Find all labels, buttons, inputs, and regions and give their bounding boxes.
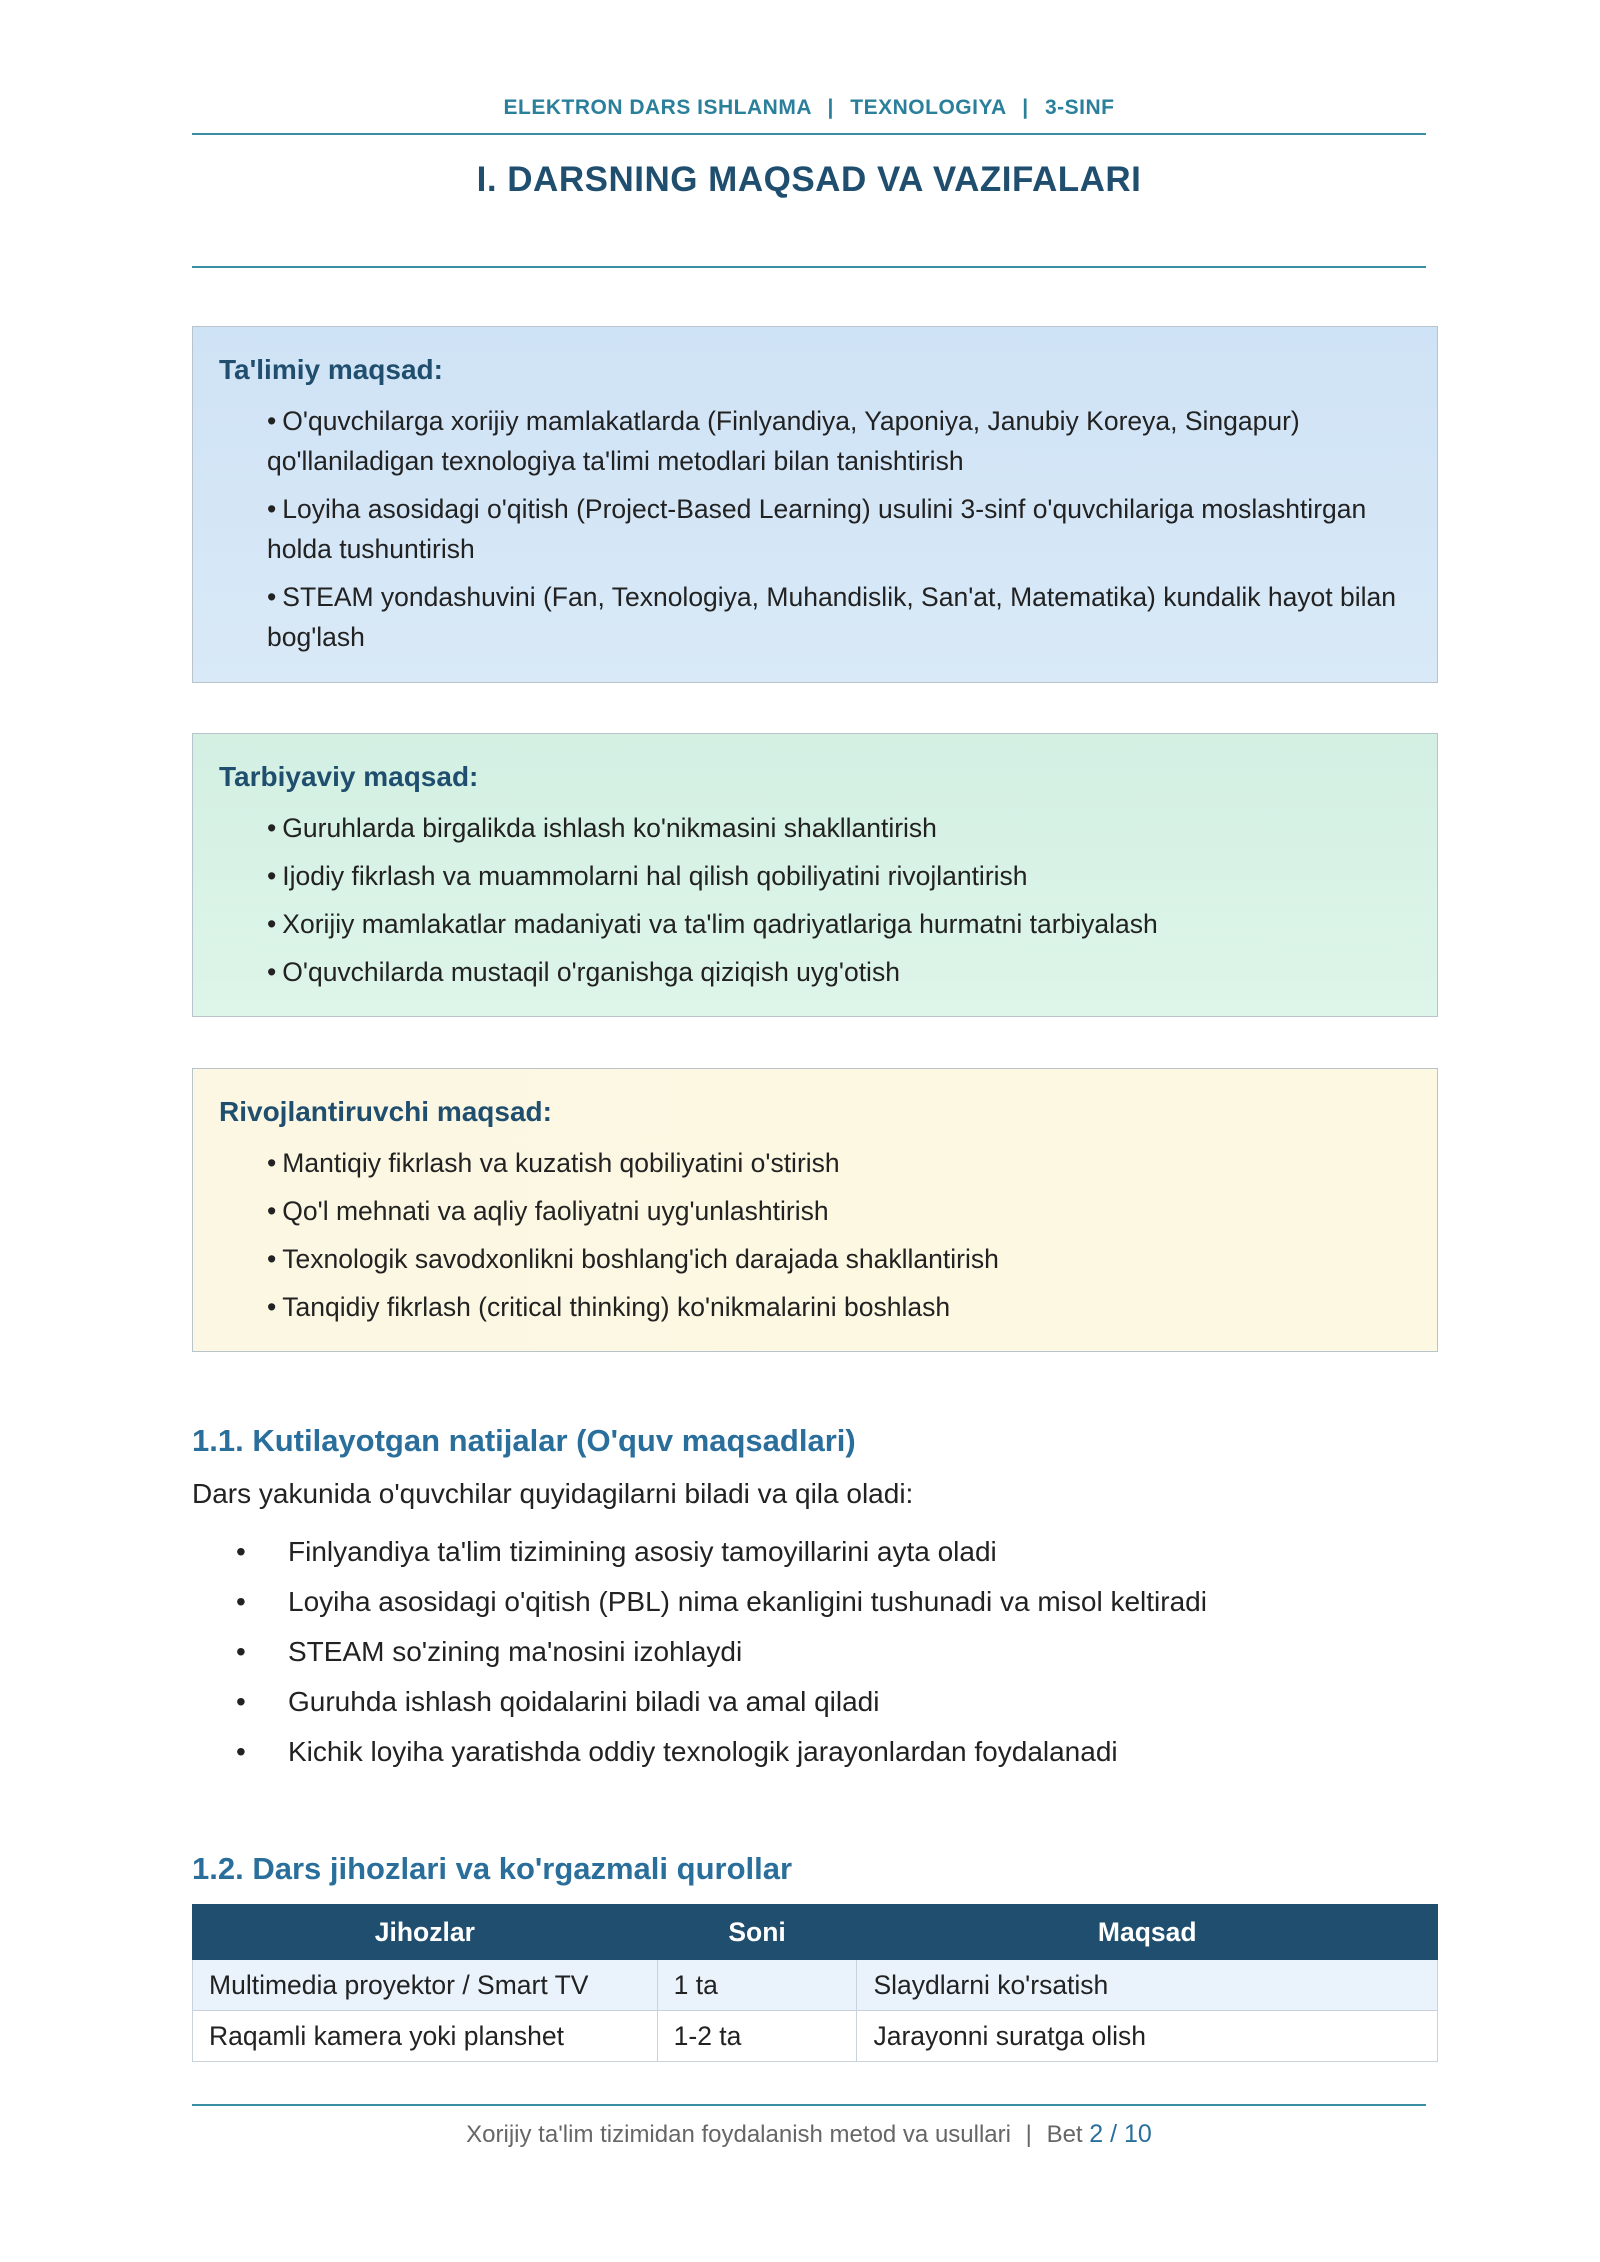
bullet: • xyxy=(267,582,277,612)
outcomes-list xyxy=(236,1527,1207,1777)
header-grade: 3-SINF xyxy=(1045,96,1115,119)
outcome-text: Kichik loyiha yaratishda oddiy texnologik jarayonlardan foydalanadi xyxy=(288,1736,1118,1767)
goal-item xyxy=(267,1239,1411,1279)
bullet: • xyxy=(236,1536,246,1567)
table-cell: Jarayonni suratga olish xyxy=(857,2011,1438,2062)
goal-item-text: Xorijiy mamlakatlar madaniyati va ta'lim qadriyatlariga hurmatni tarbiyalash xyxy=(282,909,1158,939)
bullet: • xyxy=(267,1196,277,1226)
header-separator: | xyxy=(827,96,834,119)
goal-item xyxy=(267,489,1411,569)
outcome-item xyxy=(236,1627,1207,1677)
goal-item xyxy=(267,1143,1411,1183)
goal-box-educational xyxy=(192,326,1438,683)
section-heading-outcomes: 1.1. Kutilayotgan natijalar (O'quv maqsadlari) xyxy=(192,1423,856,1458)
goal-item xyxy=(267,1287,1411,1327)
footer-separator: | xyxy=(1025,2121,1032,2148)
table-row xyxy=(193,2011,1438,2062)
outcome-item xyxy=(236,1727,1207,1777)
bullet: • xyxy=(236,1686,246,1717)
goal-item-text: Tanqidiy fikrlash (critical thinking) ko'nikmalarini boshlash xyxy=(282,1292,951,1322)
goal-item xyxy=(267,808,1411,848)
goal-item-text: Texnologik savodxonlikni boshlang'ich darajada shakllantirish xyxy=(282,1244,999,1274)
goal-heading: Rivojlantiruvchi maqsad: xyxy=(219,1096,552,1127)
page-title: I. DARSNING MAQSAD VA VAZIFALARI xyxy=(476,160,1142,199)
goal-item xyxy=(267,952,1411,992)
column-header: Maqsad xyxy=(857,1905,1438,1960)
outcome-item xyxy=(236,1577,1207,1627)
equipment-table xyxy=(192,1904,1438,2062)
table-header-row xyxy=(193,1905,1438,1960)
page-footer xyxy=(192,2120,1426,2149)
goal-box-upbringing xyxy=(192,733,1438,1017)
header-separator: | xyxy=(1022,96,1029,119)
goal-list xyxy=(219,808,1411,992)
header-subject: TEXNOLOGIYA xyxy=(850,96,1006,119)
running-header xyxy=(192,96,1426,120)
bullet: • xyxy=(267,813,277,843)
table-cell: Multimedia proyektor / Smart TV xyxy=(193,1960,658,2011)
bullet: • xyxy=(267,1244,277,1274)
outcome-text: Loyiha asosidagi o'qitish (PBL) nima ekanligini tushunadi va misol keltiradi xyxy=(288,1586,1207,1617)
goal-item-text: Mantiqiy fikrlash va kuzatish qobiliyatini o'stirish xyxy=(282,1148,840,1178)
bullet: • xyxy=(236,1736,246,1767)
column-header: Jihozlar xyxy=(193,1905,658,1960)
outcome-item xyxy=(236,1677,1207,1727)
outcome-text: Guruhda ishlash qoidalarini biladi va amal qiladi xyxy=(288,1686,880,1717)
outcomes-intro: Dars yakunida o'quvchilar quyidagilarni biladi va qila oladi: xyxy=(192,1478,914,1509)
table-cell: Raqamli kamera yoki planshet xyxy=(193,2011,658,2062)
bullet: • xyxy=(236,1586,246,1617)
outcome-text: Finlyandiya ta'lim tizimining asosiy tamoyillarini ayta oladi xyxy=(288,1536,997,1567)
goal-item xyxy=(267,1191,1411,1231)
goal-item xyxy=(267,577,1411,657)
goal-item-text: O'quvchilarga xorijiy mamlakatlarda (Finlyandiya, Yaponiya, Janubiy Koreya, Singapur) qo'llaniladigan texnologiya ta'limi metodlari bilan tanishtirish xyxy=(267,406,1300,476)
footer-rule xyxy=(192,2104,1426,2106)
outcome-text: STEAM so'zining ma'nosini izohlaydi xyxy=(288,1636,743,1667)
goal-item-text: O'quvchilarda mustaqil o'rganishga qiziqish uyg'otish xyxy=(282,957,900,987)
goal-list xyxy=(219,1143,1411,1327)
table-row xyxy=(193,1960,1438,2011)
title-rule xyxy=(192,266,1426,268)
footer-text: Xorijiy ta'lim tizimidan foydalanish metod va usullari xyxy=(466,2121,1011,2148)
bullet: • xyxy=(236,1636,246,1667)
goal-item-text: Qo'l mehnati va aqliy faoliyatni uyg'unlashtirish xyxy=(282,1196,829,1226)
goal-list xyxy=(219,401,1411,657)
table-cell: Slaydlarni ko'rsatish xyxy=(857,1960,1438,2011)
bullet: • xyxy=(267,1148,277,1178)
goal-item xyxy=(267,856,1411,896)
goal-item xyxy=(267,904,1411,944)
goal-heading: Tarbiyaviy maqsad: xyxy=(219,761,479,792)
header-rule xyxy=(192,133,1426,135)
goal-heading: Ta'limiy maqsad: xyxy=(219,354,443,385)
section-heading-equipment: 1.2. Dars jihozlari va ko'rgazmali qurollar xyxy=(192,1851,793,1886)
column-header: Soni xyxy=(657,1905,857,1960)
goal-item xyxy=(267,401,1411,481)
page-number: 2 / 10 xyxy=(1089,2120,1152,2148)
footer-page-label: Bet xyxy=(1046,2121,1083,2148)
goal-item-text: Ijodiy fikrlash va muammolarni hal qilish qobiliyatini rivojlantirish xyxy=(282,861,1028,891)
bullet: • xyxy=(267,494,277,524)
table-cell: 1-2 ta xyxy=(657,2011,857,2062)
header-doc-type: ELEKTRON DARS ISHLANMA xyxy=(503,96,812,119)
bullet: • xyxy=(267,406,277,436)
bullet: • xyxy=(267,861,277,891)
table-cell: 1 ta xyxy=(657,1960,857,2011)
bullet: • xyxy=(267,1292,277,1322)
goal-box-developmental xyxy=(192,1068,1438,1352)
bullet: • xyxy=(267,909,277,939)
goal-item-text: STEAM yondashuvini (Fan, Texnologiya, Muhandislik, San'at, Matematika) kundalik hayot bilan bog'lash xyxy=(267,582,1397,652)
bullet: • xyxy=(267,957,277,987)
goal-item-text: Loyiha asosidagi o'qitish (Project-Based Learning) usulini 3-sinf o'quvchilariga moslashtirgan holda tushuntirish xyxy=(267,494,1367,564)
goal-item-text: Guruhlarda birgalikda ishlash ko'nikmasini shakllantirish xyxy=(282,813,937,843)
outcome-item xyxy=(236,1527,1207,1577)
